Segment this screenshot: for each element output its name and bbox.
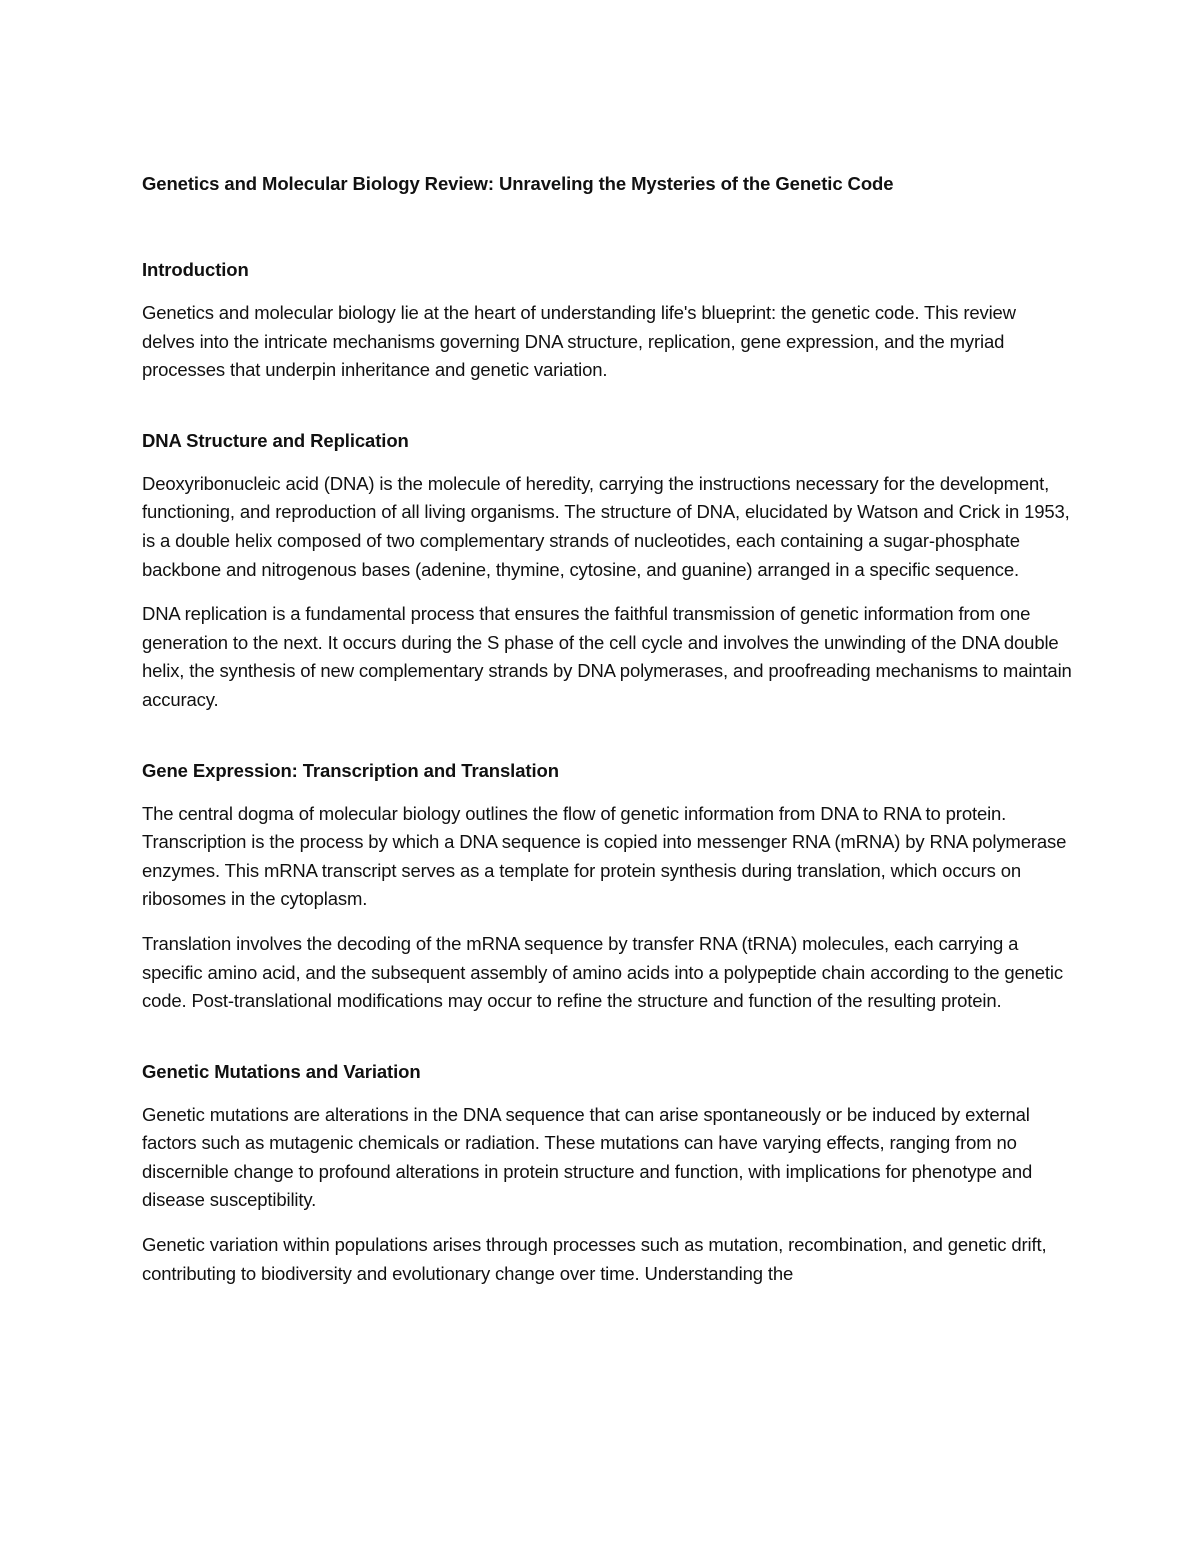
section-gene-expression — [142, 757, 1072, 1016]
document-body — [142, 170, 1072, 1330]
section-heading: Introduction — [142, 259, 249, 280]
paragraph: The central dogma of molecular biology outlines the flow of genetic information from DNA to RNA to protein. Transcription is the process by which a DNA sequence is copied into messenger RNA (mRNA) by RNA polymerase enzymes. This mRNA transcript serves as a template for protein synthesis during translation, which occurs on ribosomes in the cytoplasm. — [142, 802, 1067, 910]
section-heading: Gene Expression: Transcription and Translation — [142, 759, 559, 781]
section-dna-structure — [142, 427, 1072, 715]
document-title: Genetics and Molecular Biology Review: Unraveling the Mysteries of the Genetic Code — [142, 173, 894, 194]
paragraph: Deoxyribonucleic acid (DNA) is the molecule of heredity, carrying the instructions necessary for the development, functioning, and reproduction of all living organisms. The structure of DNA, elucidated by Watson and Crick in 1953, is a double helix composed of two complementary strands of nucleotides, each containing a sugar-phosphate backbone and nitrogenous bases (adenine, thymine, cytosine, and guanine) arranged in a specific sequence. — [142, 472, 1070, 580]
section-genetic-mutations — [142, 1058, 1072, 1289]
paragraph: Translation involves the decoding of the mRNA sequence by transfer RNA (tRNA) molecules, each carrying a specific amino acid, and the subsequent assembly of amino acids into a polypeptide chain according to the genetic code. Post-translational modifications may occur to refine the structure and function of the resulting protein. — [142, 932, 1063, 1012]
section-introduction — [142, 256, 1072, 385]
paragraph: Genetic variation within populations arises through processes such as mutation, recombination, and genetic drift, contributing to biodiversity and evolutionary change over time. Understanding the — [142, 1234, 1047, 1284]
section-heading: DNA Structure and Replication — [142, 429, 409, 451]
paragraph: Genetic mutations are alterations in the DNA sequence that can arise spontaneously or be induced by external factors such as mutagenic chemicals or radiation. These mutations can have varying effects, ranging from no discernible change to profound alterations in protein structure and function, with implications for phenotype and disease susceptibility. — [142, 1103, 1033, 1211]
paragraph: Genetics and molecular biology lie at the heart of understanding life's blueprint: the genetic code. This review delves into the intricate mechanisms governing DNA structure, replication, gene expression, and the myriad processes that underpin inheritance and genetic variation. — [142, 302, 1016, 381]
section-heading: Genetic Mutations and Variation — [142, 1060, 421, 1082]
paragraph: DNA replication is a fundamental process that ensures the faithful transmission of genetic information from one generation to the next. It occurs during the S phase of the cell cycle and involves the unwinding of the DNA double helix, the synthesis of new complementary strands by DNA polymerases, and proofreading mechanisms to maintain accuracy. — [142, 603, 1072, 710]
